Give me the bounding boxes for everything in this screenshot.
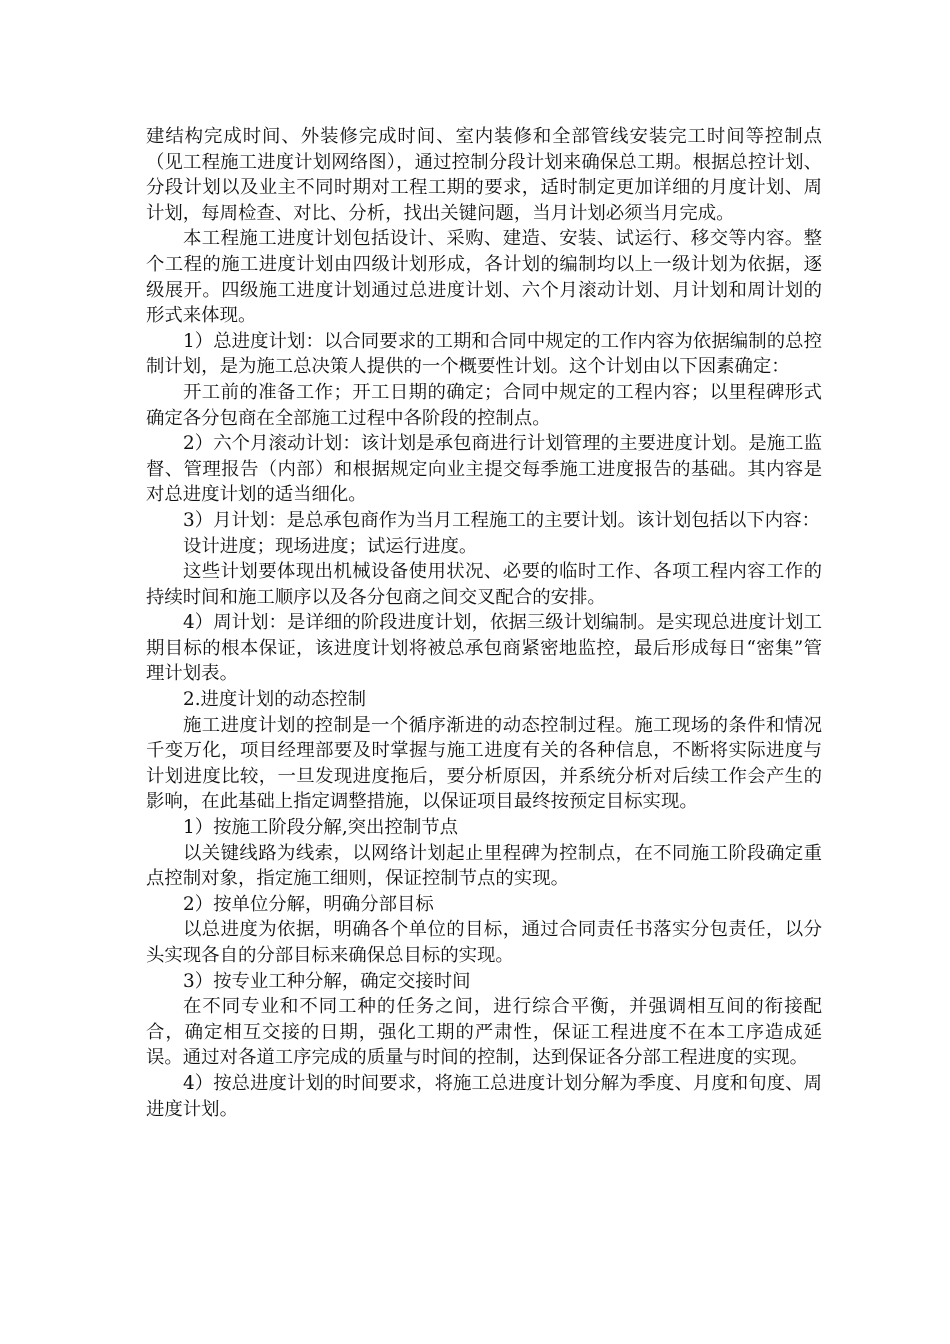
paragraph-monthly-items: 设计进度；现场进度；试运行进度。 bbox=[183, 535, 478, 557]
subheading-stage-decomposition: 1）按施工阶段分解,突出控制节点 bbox=[183, 817, 459, 839]
paragraph-six-month-plan: 2）六个月滚动计划：该计划是承包商进行计划管理的主要进度计划。是施工监督、管理报告（内部）和根据规定向业主提交每季施工进度报告的基础。其内容是对总进度计划的适当细化。 bbox=[146, 433, 822, 506]
subheading-unit-decomposition: 2）按单位分解，明确分部目标 bbox=[183, 893, 434, 915]
paragraph-master-factors: 开工前的准备工作；开工日期的确定；合同中规定的工程内容；以里程碑形式确定各分包商在全部施工过程中各阶段的控制点。 bbox=[146, 381, 822, 429]
paragraph-weekly-plan: 4）周计划：是详细的阶段进度计划，依据三级计划编制。是实现总进度计划工期目标的根本保证，该进度计划将被总承包商紧密地监控，最后形成每日“密集”管理计划表。 bbox=[146, 612, 822, 685]
paragraph-master-schedule: 1）总进度计划：以合同要求的工期和合同中规定的工作内容为依据编制的总控制计划，是为施工总决策人提供的一个概要性计划。这个计划由以下因素确定： bbox=[146, 330, 822, 378]
paragraph-stage-decomposition: 以关键线路为线索，以网络计划起止里程碑为控制点，在不同施工阶段确定重点控制对象，指定施工细则，保证控制节点的实现。 bbox=[146, 842, 822, 890]
paragraph-dynamic-control: 施工进度计划的控制是一个循序渐进的动态控制过程。施工现场的条件和情况千变万化，项目经理部要及时掌握与施工进度有关的各种信息，不断将实际进度与计划进度比较，一旦发现进度拖后，要分析原因，并系统分析对后续工作会产生的影响，在此基础上指定调整措施，以保证项目最终按预定目标实现。 bbox=[146, 714, 822, 813]
section-heading-dynamic-control: 2.进度计划的动态控制 bbox=[183, 689, 367, 711]
paragraph-trade-decomposition: 在不同专业和不同工种的任务之间，进行综合平衡，并强调相互间的衔接配合，确定相互交接的日期，强化工期的严肃性，保证工程进度不在本工序造成延误。通过对各道工序完成的质量与时间的控制，达到保证各分部工程进度的实现。 bbox=[146, 996, 822, 1069]
paragraph-unit-decomposition: 以总进度为依据，明确各个单位的目标，通过合同责任书落实分包责任，以分头实现各自的分部目标来确保总目标的实现。 bbox=[146, 919, 822, 966]
paragraph-time-decomposition: 4）按总进度计划的时间要求，将施工总进度计划分解为季度、月度和旬度、周进度计划。 bbox=[146, 1072, 822, 1120]
paragraph-monthly-plan: 3）月计划：是总承包商作为当月工程施工的主要计划。该计划包括以下内容： bbox=[183, 509, 820, 531]
paragraph-monthly-details: 这些计划要体现出机械设备使用状况、必要的临时工作、各项工程内容工作的持续时间和施工顺序以及各分包商之间交叉配合的安排。 bbox=[146, 561, 822, 608]
paragraph-plan-scope: 本工程施工进度计划包括设计、采购、建造、安装、试运行、移交等内容。整个工程的施工进度计划由四级计划形成，各计划的编制均以上一级计划为依据，逐级展开。四级施工进度计划通过总进度计划、六个月滚动计划、月计划和周计划的形式来体现。 bbox=[146, 228, 822, 327]
paragraph-control-points: 建结构完成时间、外装修完成时间、室内装修和全部管线安装完工时间等控制点（见工程施工进度计划网络图），通过控制分段计划来确保总工期。根据总控计划、分段计划以及业主不同时期对工程工期的要求，适时制定更加详细的月度计划、周计划，每周检查、对比、分析，找出关键问题，当月计划必须当月完成。 bbox=[146, 126, 822, 224]
document-body bbox=[146, 124, 822, 1122]
subheading-trade-decomposition: 3）按专业工种分解，确定交接时间 bbox=[183, 970, 471, 992]
